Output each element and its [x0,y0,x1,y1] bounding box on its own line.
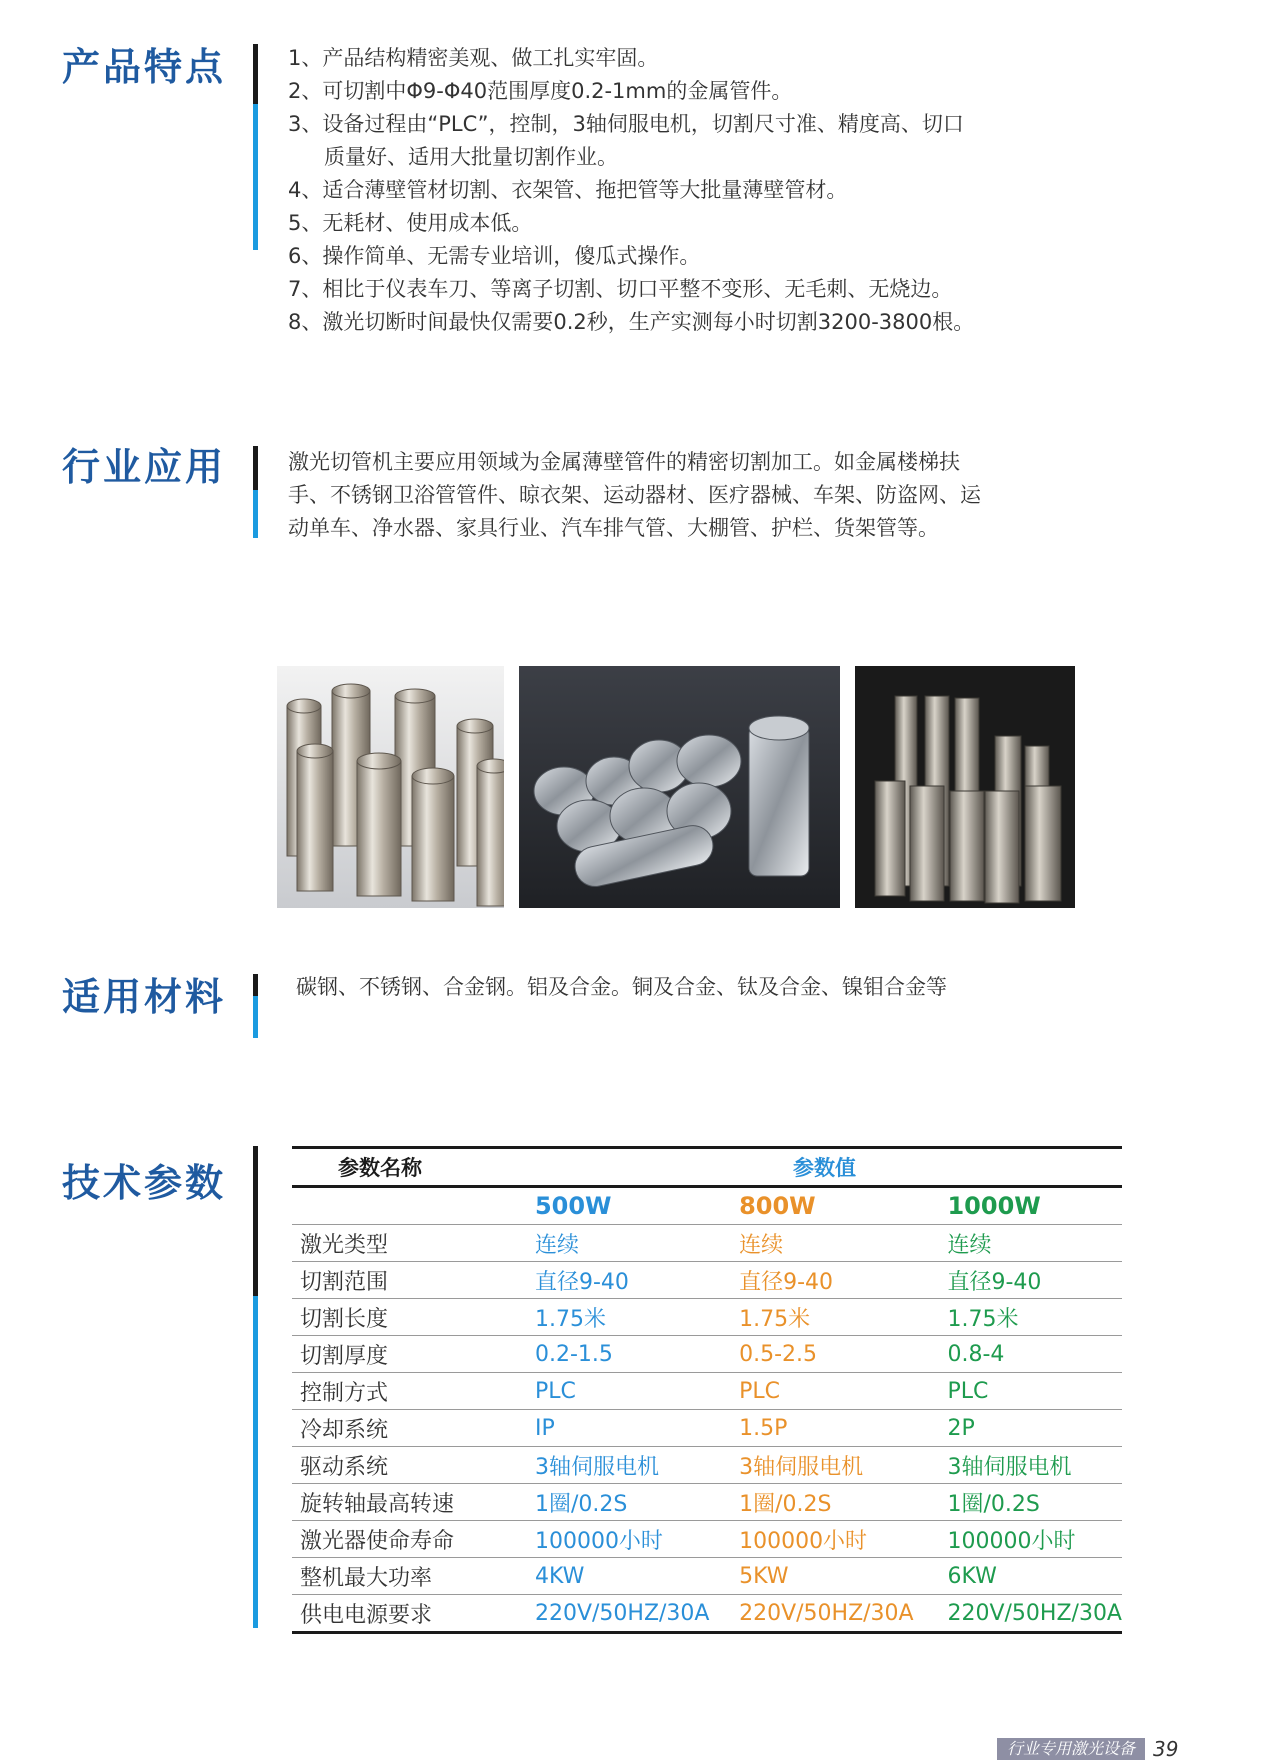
feature-item [288,273,974,306]
specs-model-row [292,1187,1122,1225]
features-divider [253,44,258,250]
spec-name: 控制方式 [300,1380,389,1406]
spec-value: 0.2-1.5 [534,1341,613,1367]
spec-value: 2P [947,1415,975,1441]
feature-line: 7、相比于仪表车刀、等离子切割、切口平整不变形、无毛刺、无烧边。 [288,277,953,301]
spec-value: 连续 [534,1232,579,1258]
feature-line: 3、设备过程由“PLC”，控制，3轴伺服电机，切割尺寸准、精度高、切口 [288,112,964,136]
spec-row [292,1225,1122,1262]
spec-value: 5KW [739,1563,789,1589]
footer-tag: 行业专用激光设备 [997,1738,1145,1760]
feature-item [288,174,974,207]
spec-value: 3轴伺服电机 [947,1454,1072,1480]
model-1000w: 1000W [947,1192,1041,1220]
spec-name: 供电电源要求 [300,1602,433,1628]
spec-row [292,1558,1122,1595]
spec-value: 1圈/0.2S [534,1491,628,1517]
feature-item [288,306,974,339]
applications-line: 激光切管机主要应用领域为金属薄壁管件的精密切割加工。如金属楼梯扶 [288,450,960,474]
spec-value: 直径9-40 [947,1269,1042,1295]
specs-table [292,1146,1122,1634]
spec-value: 连续 [947,1232,992,1258]
spec-value: 3轴伺服电机 [739,1454,864,1480]
spec-row [292,1373,1122,1410]
spec-name: 切割范围 [300,1269,389,1295]
specs-title: 技术参数 [62,1161,227,1205]
spec-value: PLC [947,1378,989,1404]
spec-value: 1.75米 [739,1306,811,1332]
spec-value: 1.75米 [534,1306,606,1332]
tube-photo-right [855,666,1075,908]
feature-item [288,42,974,75]
header-param-name: 参数名称 [338,1156,422,1180]
spec-name: 旋转轴最高转速 [300,1491,455,1517]
page-footer [997,1738,1178,1760]
feature-line: 4、适合薄壁管材切割、衣架管、拖把管等大批量薄壁管材。 [288,178,848,202]
spec-value: 直径9-40 [534,1269,629,1295]
spec-name: 激光器使命寿命 [300,1528,455,1554]
feature-item [288,75,974,108]
tube-photo-left [277,666,504,908]
spec-value: 连续 [739,1232,784,1258]
spec-value: PLC [739,1378,780,1404]
spec-row [292,1521,1122,1558]
spec-value: 3轴伺服电机 [534,1454,659,1480]
spec-value: 0.5-2.5 [739,1341,817,1367]
spec-value: 1.75米 [947,1306,1019,1332]
feature-line: 8、激光切断时间最快仅需要0.2秒，生产实测每小时切割3200-3800根。 [288,310,975,334]
spec-value: IP [534,1415,555,1441]
spec-row [292,1410,1122,1447]
spec-value: 1圈/0.2S [947,1491,1040,1517]
spec-row [292,1299,1122,1336]
materials-divider [253,974,258,1038]
materials-text: 碳钢、不锈钢、合金钢。铝及合金。铜及合金、钛及合金、镍钼合金等 [296,975,947,999]
feature-line: 5、无耗材、使用成本低。 [288,211,533,235]
applications-title: 行业应用 [62,445,227,489]
spec-row [292,1595,1122,1633]
spec-name: 切割长度 [300,1306,389,1332]
spec-value: 直径9-40 [739,1269,834,1295]
model-500w: 500W [534,1192,612,1220]
feature-line: 质量好、适用大批量切割作业。 [324,145,618,169]
page-number: 39 [1153,1737,1179,1761]
features-list [288,42,974,339]
feature-line: 1、产品结构精密美观、做工扎实牢固。 [288,46,659,70]
applications-text [288,446,981,545]
feature-line: 2、可切割中Φ9-Φ40范围厚度0.2-1mm的金属管件。 [288,79,793,103]
spec-value: 1圈/0.2S [739,1491,832,1517]
spec-name: 激光类型 [300,1232,389,1258]
spec-value: 100000小时 [739,1528,868,1554]
spec-value: 220V/50HZ/30A [534,1600,710,1626]
spec-value: 220V/50HZ/30A [947,1600,1122,1626]
applications-divider [253,446,258,538]
feature-item [288,108,974,174]
spec-value: 100000小时 [534,1528,663,1554]
feature-item [288,240,974,273]
spec-name: 整机最大功率 [300,1565,433,1591]
spec-value: PLC [534,1378,576,1404]
spec-value: 4KW [534,1563,585,1589]
spec-row [292,1484,1122,1521]
features-title: 产品特点 [62,45,227,89]
spec-name: 驱动系统 [300,1454,389,1480]
specs-divider [253,1146,258,1628]
feature-line: 6、操作简单、无需专业培训，傻瓜式操作。 [288,244,701,268]
spec-row [292,1447,1122,1484]
materials-title: 适用材料 [62,975,227,1019]
applications-line: 动单车、净水器、家具行业、汽车排气管、大棚管、护栏、货架管等。 [288,516,939,540]
spec-value: 1.5P [739,1415,788,1441]
specs-header-row [292,1148,1122,1187]
spec-value: 6KW [947,1563,997,1589]
header-param-value: 参数值 [792,1156,856,1180]
spec-name: 切割厚度 [300,1343,389,1369]
feature-item [288,207,974,240]
spec-value: 220V/50HZ/30A [739,1600,914,1626]
spec-value: 0.8-4 [947,1341,1005,1367]
model-800w: 800W [739,1192,816,1220]
spec-name: 冷却系统 [300,1417,389,1443]
applications-line: 手、不锈钢卫浴管管件、晾衣架、运动器材、医疗器械、车架、防盗网、运 [288,483,981,507]
spec-row [292,1262,1122,1299]
tube-photo-center [519,666,840,908]
spec-row [292,1336,1122,1373]
spec-value: 100000小时 [947,1528,1076,1554]
